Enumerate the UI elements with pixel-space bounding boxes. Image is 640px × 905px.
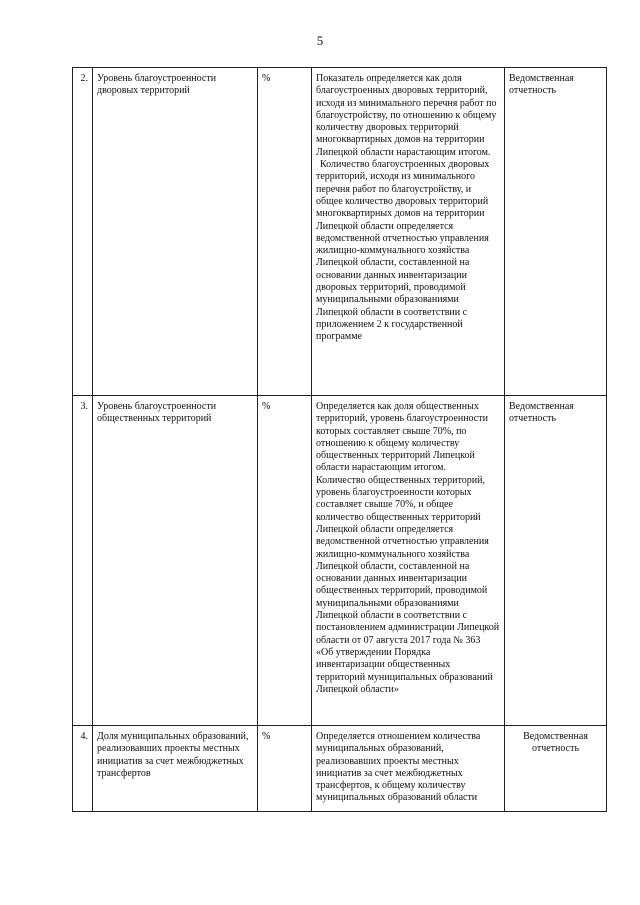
method-paragraph: Количество благоустроенных дворовых территорий, исходя из минимального перечня работ по благоустройству, и общее количество дворовых территорий многоквартирных домов на территории Липецкой области определяется ведомственной отчетностью управления жилищно-коммунального хозяйства Липецкой области, составленной на основании данных инвентаризации дворовых территорий, проводимой муниципальными образованиями Липецкой области в соответствии с приложением 2 к государственной программе xyxy=(316,159,490,343)
unit-of-measure: % xyxy=(258,68,312,396)
method-paragraph: Определяется отношением количества муниципальных образований, реализовавших проекты местных инициатив за счет межбюджетных трансфертов, к общему количеству муниципальных образований области xyxy=(316,731,481,804)
row-number: 2. xyxy=(73,68,93,396)
method-paragraph: Количество общественных территорий, уровень благоустроенности которых составляет свыше 70%, и общее количество общественных территорий Липецкой области определяется ведомственной отчетностью управления жилищно-коммунального хозяйства Липецкой области, составленной на основании данных инвентаризации общественных территорий, проводимой муниципальными образованиями Липецкой области в соответствии с постановлением администрации Липецкой области от 07 августа 2017 года № 363 «Об утверждении Порядка инвентаризации общественных территорий муниципальных образований Липецкой области» xyxy=(316,474,500,695)
row-number: 4. xyxy=(73,726,93,812)
indicators-table xyxy=(72,67,607,812)
indicator-name: Уровень благоустроенности дворовых территорий xyxy=(93,68,258,396)
indicator-name: Уровень благоустроенности общественных территорий xyxy=(93,396,258,726)
calculation-method xyxy=(312,726,505,812)
row-number: 3. xyxy=(73,396,93,726)
method-paragraph: Показатель определяется как доля благоустроенных дворовых территорий, исходя из минимального перечня работ по благоустройству, по отношению к общему количеству дворовых территорий многоквартирных домов на территории Липецкой области нарастающим итогом. xyxy=(316,73,497,158)
calculation-method xyxy=(312,396,505,726)
table-row xyxy=(73,68,607,396)
table-row xyxy=(73,726,607,812)
table-row xyxy=(73,396,607,726)
method-paragraph: Определяется как доля общественных территорий, уровень благоустроенности которых составляет свыше 70%, по отношению к общему количеству общественных территорий Липецкой области нарастающим итогом. xyxy=(316,401,488,474)
data-source: Ведомственная отчетность xyxy=(505,396,607,726)
indicator-name: Доля муниципальных образований, реализовавших проекты местных инициатив за счет межбюджетных трансфертов xyxy=(93,726,258,812)
calculation-method xyxy=(312,68,505,396)
unit-of-measure: % xyxy=(258,396,312,726)
page-number: 5 xyxy=(316,33,324,48)
data-source: Ведомственная отчетность xyxy=(505,68,607,396)
unit-of-measure: % xyxy=(258,726,312,812)
data-source: Ведомственная отчетность xyxy=(505,726,607,812)
